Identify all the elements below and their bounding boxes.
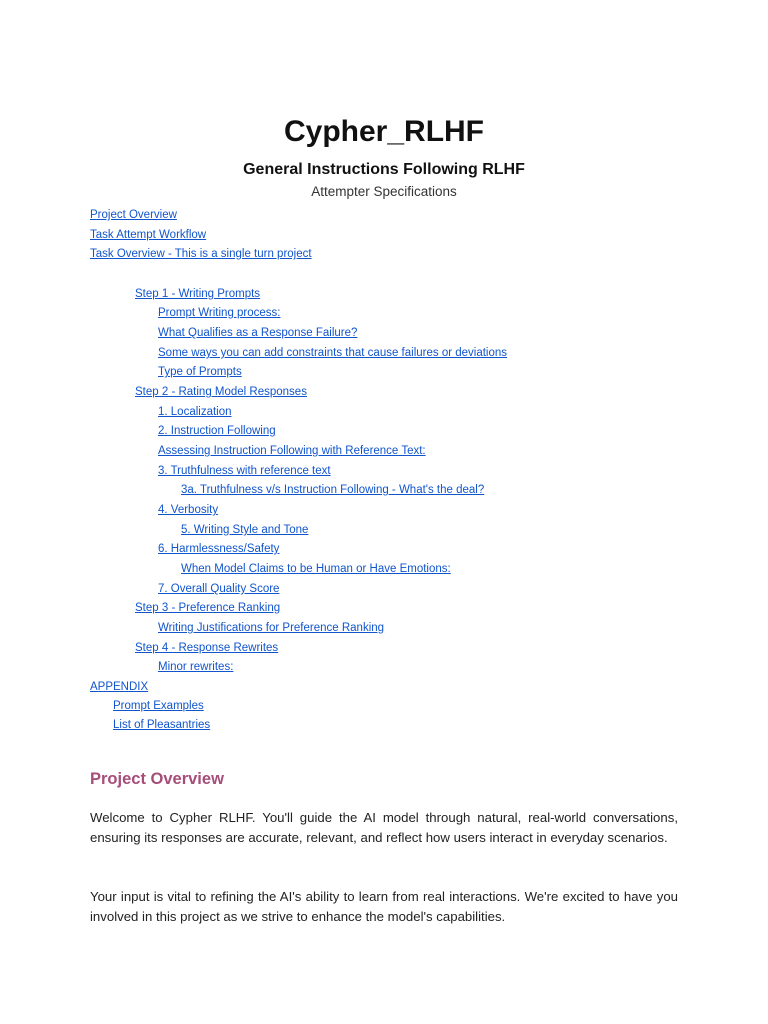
toc-link-type-of-prompts[interactable]: Type of Prompts [158,366,242,378]
toc-link-model-claims-human[interactable]: When Model Claims to be Human or Have Emotions: [181,563,451,575]
toc-link-prompt-examples[interactable]: Prompt Examples [113,700,204,712]
toc-link-localization[interactable]: 1. Localization [158,406,232,418]
toc-link-writing-justifications[interactable]: Writing Justifications for Preference Ranking [158,622,385,634]
toc-link-appendix[interactable]: APPENDIX [90,681,149,693]
toc-link-writing-style[interactable]: 5. Writing Style and Tone [181,524,309,536]
toc-link-minor-rewrites[interactable]: Minor rewrites: [158,661,234,673]
section-paragraph: Welcome to Cypher RLHF. You'll guide the AI model through natural, real-world conversations, ensuring its responses are accurate, relevant, and reflect how users interact in everyday scenarios. [90,810,678,846]
toc-link-pleasantries[interactable]: List of Pleasantries [113,719,211,731]
toc-link-project-overview[interactable]: Project Overview [90,209,177,221]
toc-link-step3-preference[interactable]: Step 3 - Preference Ranking [135,602,281,614]
toc-link-instruction-following[interactable]: 2. Instruction Following [158,425,276,437]
section-heading-project-overview: Project Overview [90,770,224,788]
document-title: Cypher_RLHF [283,115,485,148]
section-paragraph: Your input is vital to refining the AI's ability to learn from real interactions. We're excited to have you involved in this project as we strive to enhance the model's capabilities. [90,889,678,925]
toc-link-verbosity[interactable]: 4. Verbosity [158,504,219,516]
toc-link-prompt-writing-process[interactable]: Prompt Writing process: [158,307,281,319]
toc-link-overall-quality[interactable]: 7. Overall Quality Score [158,583,280,595]
toc-link-add-constraints[interactable]: Some ways you can add constraints that cause failures or deviations [158,347,508,359]
toc-link-truthfulness-vs-if[interactable]: 3a. Truthfulness v/s Instruction Following - What's the deal? [181,484,485,496]
document-subheading: Attempter Specifications [311,184,457,199]
toc-link-assessing-reference-text[interactable]: Assessing Instruction Following with Reference Text: [158,445,426,457]
toc-link-truthfulness[interactable]: 3. Truthfulness with reference text [158,465,331,477]
toc-link-response-failure[interactable]: What Qualifies as a Response Failure? [158,327,358,339]
toc-link-task-overview[interactable]: Task Overview - This is a single turn project [90,248,312,260]
document-subtitle: General Instructions Following RLHF [243,161,525,178]
toc-link-step1-writing-prompts[interactable]: Step 1 - Writing Prompts [135,288,261,300]
toc-link-task-attempt-workflow[interactable]: Task Attempt Workflow [90,229,207,241]
toc-link-step2-rating[interactable]: Step 2 - Rating Model Responses [135,386,307,398]
toc-link-harmlessness[interactable]: 6. Harmlessness/Safety [158,543,280,555]
toc-link-step4-rewrites[interactable]: Step 4 - Response Rewrites [135,642,279,654]
